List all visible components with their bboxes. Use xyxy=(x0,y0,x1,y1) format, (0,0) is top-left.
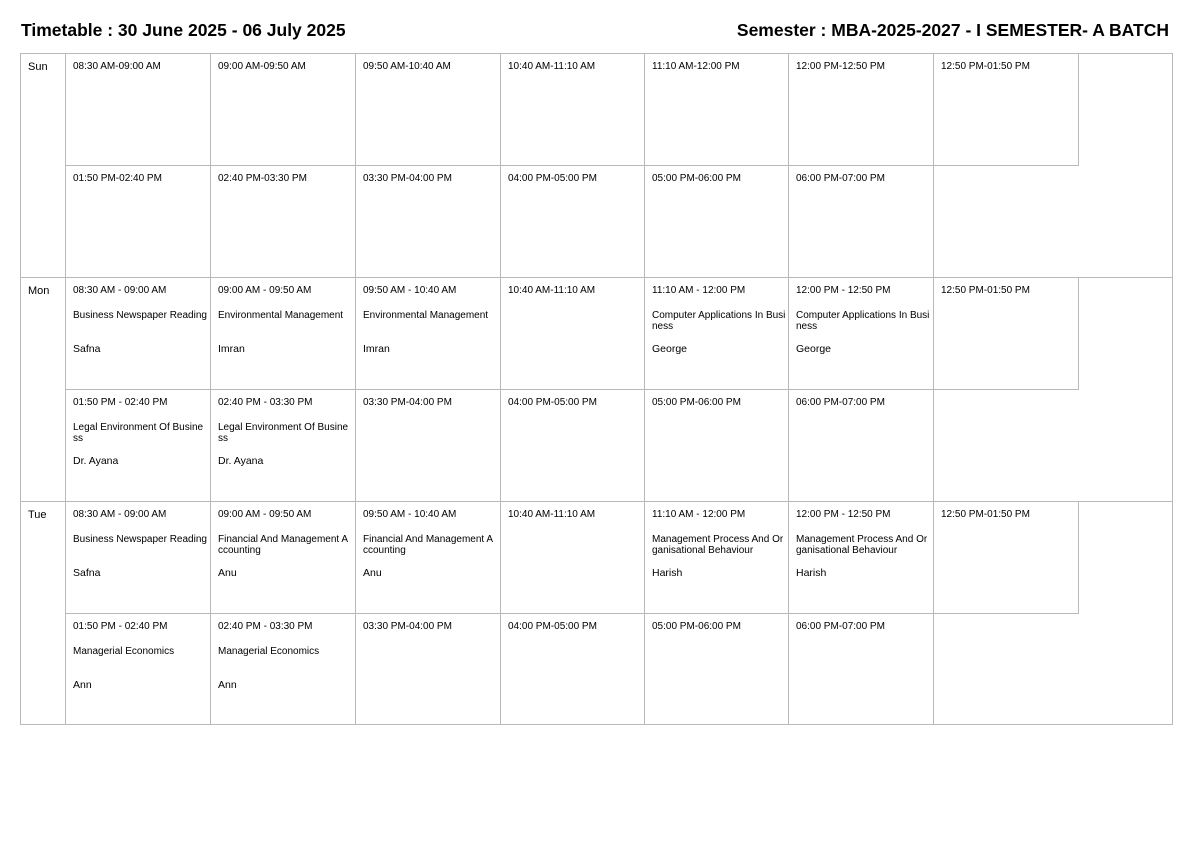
timetable-title: Timetable : 30 June 2025 - 06 July 2025 xyxy=(21,20,346,40)
semester-title: Semester : MBA-2025-2027 - I SEMESTER- A BATCH xyxy=(736,20,1169,40)
grid-line xyxy=(210,53,211,166)
grid-line xyxy=(933,389,934,501)
slot-teacher: Anu xyxy=(363,567,382,579)
slot-subject: Management Process And Organisational Behaviour xyxy=(652,534,784,556)
grid-line xyxy=(210,389,211,501)
timetable-slot xyxy=(796,509,931,609)
timetable-grid xyxy=(20,53,1173,725)
timetable-slot xyxy=(796,285,931,385)
slot-time: 11:10 AM-12:00 PM xyxy=(652,61,740,72)
slot-time: 12:50 PM-01:50 PM xyxy=(941,61,1030,72)
slot-time: 08:30 AM - 09:00 AM xyxy=(73,509,167,520)
slot-time: 02:40 PM - 03:30 PM xyxy=(218,397,313,408)
slot-subject: Environmental Management xyxy=(363,310,489,321)
slot-subject: Business Newspaper Reading xyxy=(73,534,207,545)
timetable-slot xyxy=(941,509,1076,609)
timetable-slot xyxy=(508,621,642,721)
timetable-slot xyxy=(796,173,931,273)
timetable-slot xyxy=(73,621,208,721)
timetable-slot xyxy=(652,173,786,273)
day-label: Mon xyxy=(28,285,50,297)
slot-time: 09:00 AM - 09:50 AM xyxy=(218,509,312,520)
slot-time: 03:30 PM-04:00 PM xyxy=(363,397,452,408)
timetable-slot xyxy=(508,397,642,497)
grid-line xyxy=(644,277,645,390)
grid-line xyxy=(933,165,934,277)
timetable-slot xyxy=(508,509,642,609)
slot-time: 09:00 AM - 09:50 AM xyxy=(218,285,312,296)
timetable-slot xyxy=(508,61,642,161)
grid-line xyxy=(644,165,645,277)
slot-time: 05:00 PM-06:00 PM xyxy=(652,173,741,184)
timetable-slot xyxy=(73,509,208,609)
grid-line xyxy=(1078,53,1079,166)
slot-time: 05:00 PM-06:00 PM xyxy=(652,621,741,632)
timetable-slot xyxy=(73,397,208,497)
slot-time: 10:40 AM-11:10 AM xyxy=(508,61,596,72)
timetable-slot xyxy=(652,509,786,609)
grid-line xyxy=(500,165,501,277)
slot-teacher: Ann xyxy=(218,679,237,691)
timetable-slot xyxy=(363,61,498,161)
slot-time: 08:30 AM-09:00 AM xyxy=(73,61,161,72)
grid-line xyxy=(65,165,1079,166)
slot-time: 09:50 AM - 10:40 AM xyxy=(363,285,457,296)
slot-time: 12:00 PM - 12:50 PM xyxy=(796,509,891,520)
grid-line xyxy=(1078,277,1079,390)
grid-line xyxy=(644,389,645,501)
timetable-slot xyxy=(218,509,353,609)
grid-line xyxy=(788,277,789,390)
grid-line xyxy=(20,724,1173,725)
timetable-slot xyxy=(73,285,208,385)
timetable-slot xyxy=(218,397,353,497)
timetable-slot xyxy=(363,397,498,497)
timetable-slot xyxy=(508,173,642,273)
grid-line xyxy=(500,389,501,501)
grid-line xyxy=(644,613,645,725)
timetable-slot xyxy=(652,61,786,161)
grid-line xyxy=(644,53,645,166)
slot-time: 11:10 AM - 12:00 PM xyxy=(652,509,746,520)
grid-line xyxy=(788,613,789,725)
slot-time: 06:00 PM-07:00 PM xyxy=(796,397,885,408)
slot-time: 01:50 PM-02:40 PM xyxy=(73,173,162,184)
slot-time: 12:00 PM - 12:50 PM xyxy=(796,285,891,296)
day-label: Sun xyxy=(28,61,48,73)
slot-time: 03:30 PM-04:00 PM xyxy=(363,621,452,632)
slot-teacher: George xyxy=(652,343,688,355)
slot-subject: Financial And Management Accounting xyxy=(363,534,494,556)
slot-time: 09:50 AM-10:40 AM xyxy=(363,61,451,72)
grid-line xyxy=(788,165,789,277)
slot-time: 04:00 PM-05:00 PM xyxy=(508,621,597,632)
grid-line xyxy=(210,613,211,725)
slot-time: 02:40 PM - 03:30 PM xyxy=(218,621,313,632)
timetable-slot xyxy=(73,173,208,273)
slot-subject: Managerial Economics xyxy=(73,646,175,657)
grid-line xyxy=(933,613,934,725)
grid-line xyxy=(20,53,1173,54)
timetable-slot xyxy=(218,61,353,161)
timetable-slot xyxy=(652,285,786,385)
slot-time: 11:10 AM - 12:00 PM xyxy=(652,285,746,296)
slot-time: 12:00 PM-12:50 PM xyxy=(796,61,885,72)
grid-line xyxy=(933,53,934,166)
slot-teacher: Imran xyxy=(218,343,245,355)
slot-teacher: Safna xyxy=(73,343,101,355)
slot-subject: Business Newspaper Reading xyxy=(73,310,207,321)
timetable-slot xyxy=(218,285,353,385)
timetable-slot xyxy=(652,621,786,721)
timetable-slot xyxy=(218,173,353,273)
timetable-slot xyxy=(508,285,642,385)
grid-line xyxy=(355,53,356,166)
slot-time: 09:50 AM - 10:40 AM xyxy=(363,509,457,520)
grid-line xyxy=(1078,501,1079,614)
timetable-slot xyxy=(941,285,1076,385)
slot-time: 01:50 PM - 02:40 PM xyxy=(73,621,168,632)
slot-subject: Computer Applications In Business xyxy=(652,310,786,332)
slot-time: 01:50 PM - 02:40 PM xyxy=(73,397,168,408)
grid-line xyxy=(355,277,356,390)
grid-line xyxy=(355,389,356,501)
slot-time: 12:50 PM-01:50 PM xyxy=(941,509,1030,520)
grid-line xyxy=(355,165,356,277)
slot-time: 06:00 PM-07:00 PM xyxy=(796,621,885,632)
timetable-slot xyxy=(363,173,498,273)
slot-time: 02:40 PM-03:30 PM xyxy=(218,173,307,184)
grid-line xyxy=(210,501,211,614)
grid-line xyxy=(788,53,789,166)
timetable-slot xyxy=(363,509,498,609)
slot-teacher: Dr. Ayana xyxy=(218,455,264,467)
slot-time: 12:50 PM-01:50 PM xyxy=(941,285,1030,296)
grid-line xyxy=(933,501,934,614)
slot-teacher: Anu xyxy=(218,567,237,579)
slot-time: 04:00 PM-05:00 PM xyxy=(508,173,597,184)
timetable-slot xyxy=(796,61,931,161)
slot-teacher: Harish xyxy=(796,567,827,579)
slot-time: 03:30 PM-04:00 PM xyxy=(363,173,452,184)
grid-line xyxy=(355,501,356,614)
grid-line xyxy=(500,53,501,166)
timetable-slot xyxy=(363,285,498,385)
slot-subject: Managerial Economics xyxy=(218,646,320,657)
grid-line xyxy=(20,277,1173,278)
grid-line xyxy=(500,501,501,614)
day-label: Tue xyxy=(28,509,47,521)
slot-teacher: George xyxy=(796,343,832,355)
slot-teacher: Safna xyxy=(73,567,101,579)
slot-teacher: Harish xyxy=(652,567,683,579)
slot-subject: Legal Environment Of Business xyxy=(218,422,349,444)
slot-time: 10:40 AM-11:10 AM xyxy=(508,285,596,296)
grid-line xyxy=(20,501,1173,502)
slot-time: 09:00 AM-09:50 AM xyxy=(218,61,306,72)
slot-subject: Legal Environment Of Business xyxy=(73,422,204,444)
timetable-slot xyxy=(796,397,931,497)
grid-line xyxy=(500,277,501,390)
slot-time: 10:40 AM-11:10 AM xyxy=(508,509,596,520)
timetable-slot xyxy=(73,61,208,161)
grid-line xyxy=(65,613,1079,614)
grid-line xyxy=(644,501,645,614)
grid-line xyxy=(1172,53,1173,725)
timetable-slot xyxy=(218,621,353,721)
timetable-slot xyxy=(363,621,498,721)
timetable-slot xyxy=(941,61,1076,161)
slot-subject: Computer Applications In Business xyxy=(796,310,930,332)
grid-line xyxy=(210,277,211,390)
slot-subject: Environmental Management xyxy=(218,310,344,321)
slot-subject: Management Process And Organisational Behaviour xyxy=(796,534,928,556)
slot-time: 05:00 PM-06:00 PM xyxy=(652,397,741,408)
slot-subject: Financial And Management Accounting xyxy=(218,534,349,556)
grid-line xyxy=(933,277,934,390)
grid-line xyxy=(788,389,789,501)
slot-teacher: Imran xyxy=(363,343,390,355)
timetable-slot xyxy=(652,397,786,497)
grid-line xyxy=(210,165,211,277)
timetable-slot xyxy=(796,621,931,721)
grid-line xyxy=(20,53,21,725)
slot-teacher: Dr. Ayana xyxy=(73,455,119,467)
grid-line xyxy=(788,501,789,614)
slot-time: 06:00 PM-07:00 PM xyxy=(796,173,885,184)
slot-time: 08:30 AM - 09:00 AM xyxy=(73,285,167,296)
slot-time: 04:00 PM-05:00 PM xyxy=(508,397,597,408)
grid-line xyxy=(500,613,501,725)
grid-line xyxy=(355,613,356,725)
slot-teacher: Ann xyxy=(73,679,92,691)
grid-line xyxy=(65,389,1079,390)
